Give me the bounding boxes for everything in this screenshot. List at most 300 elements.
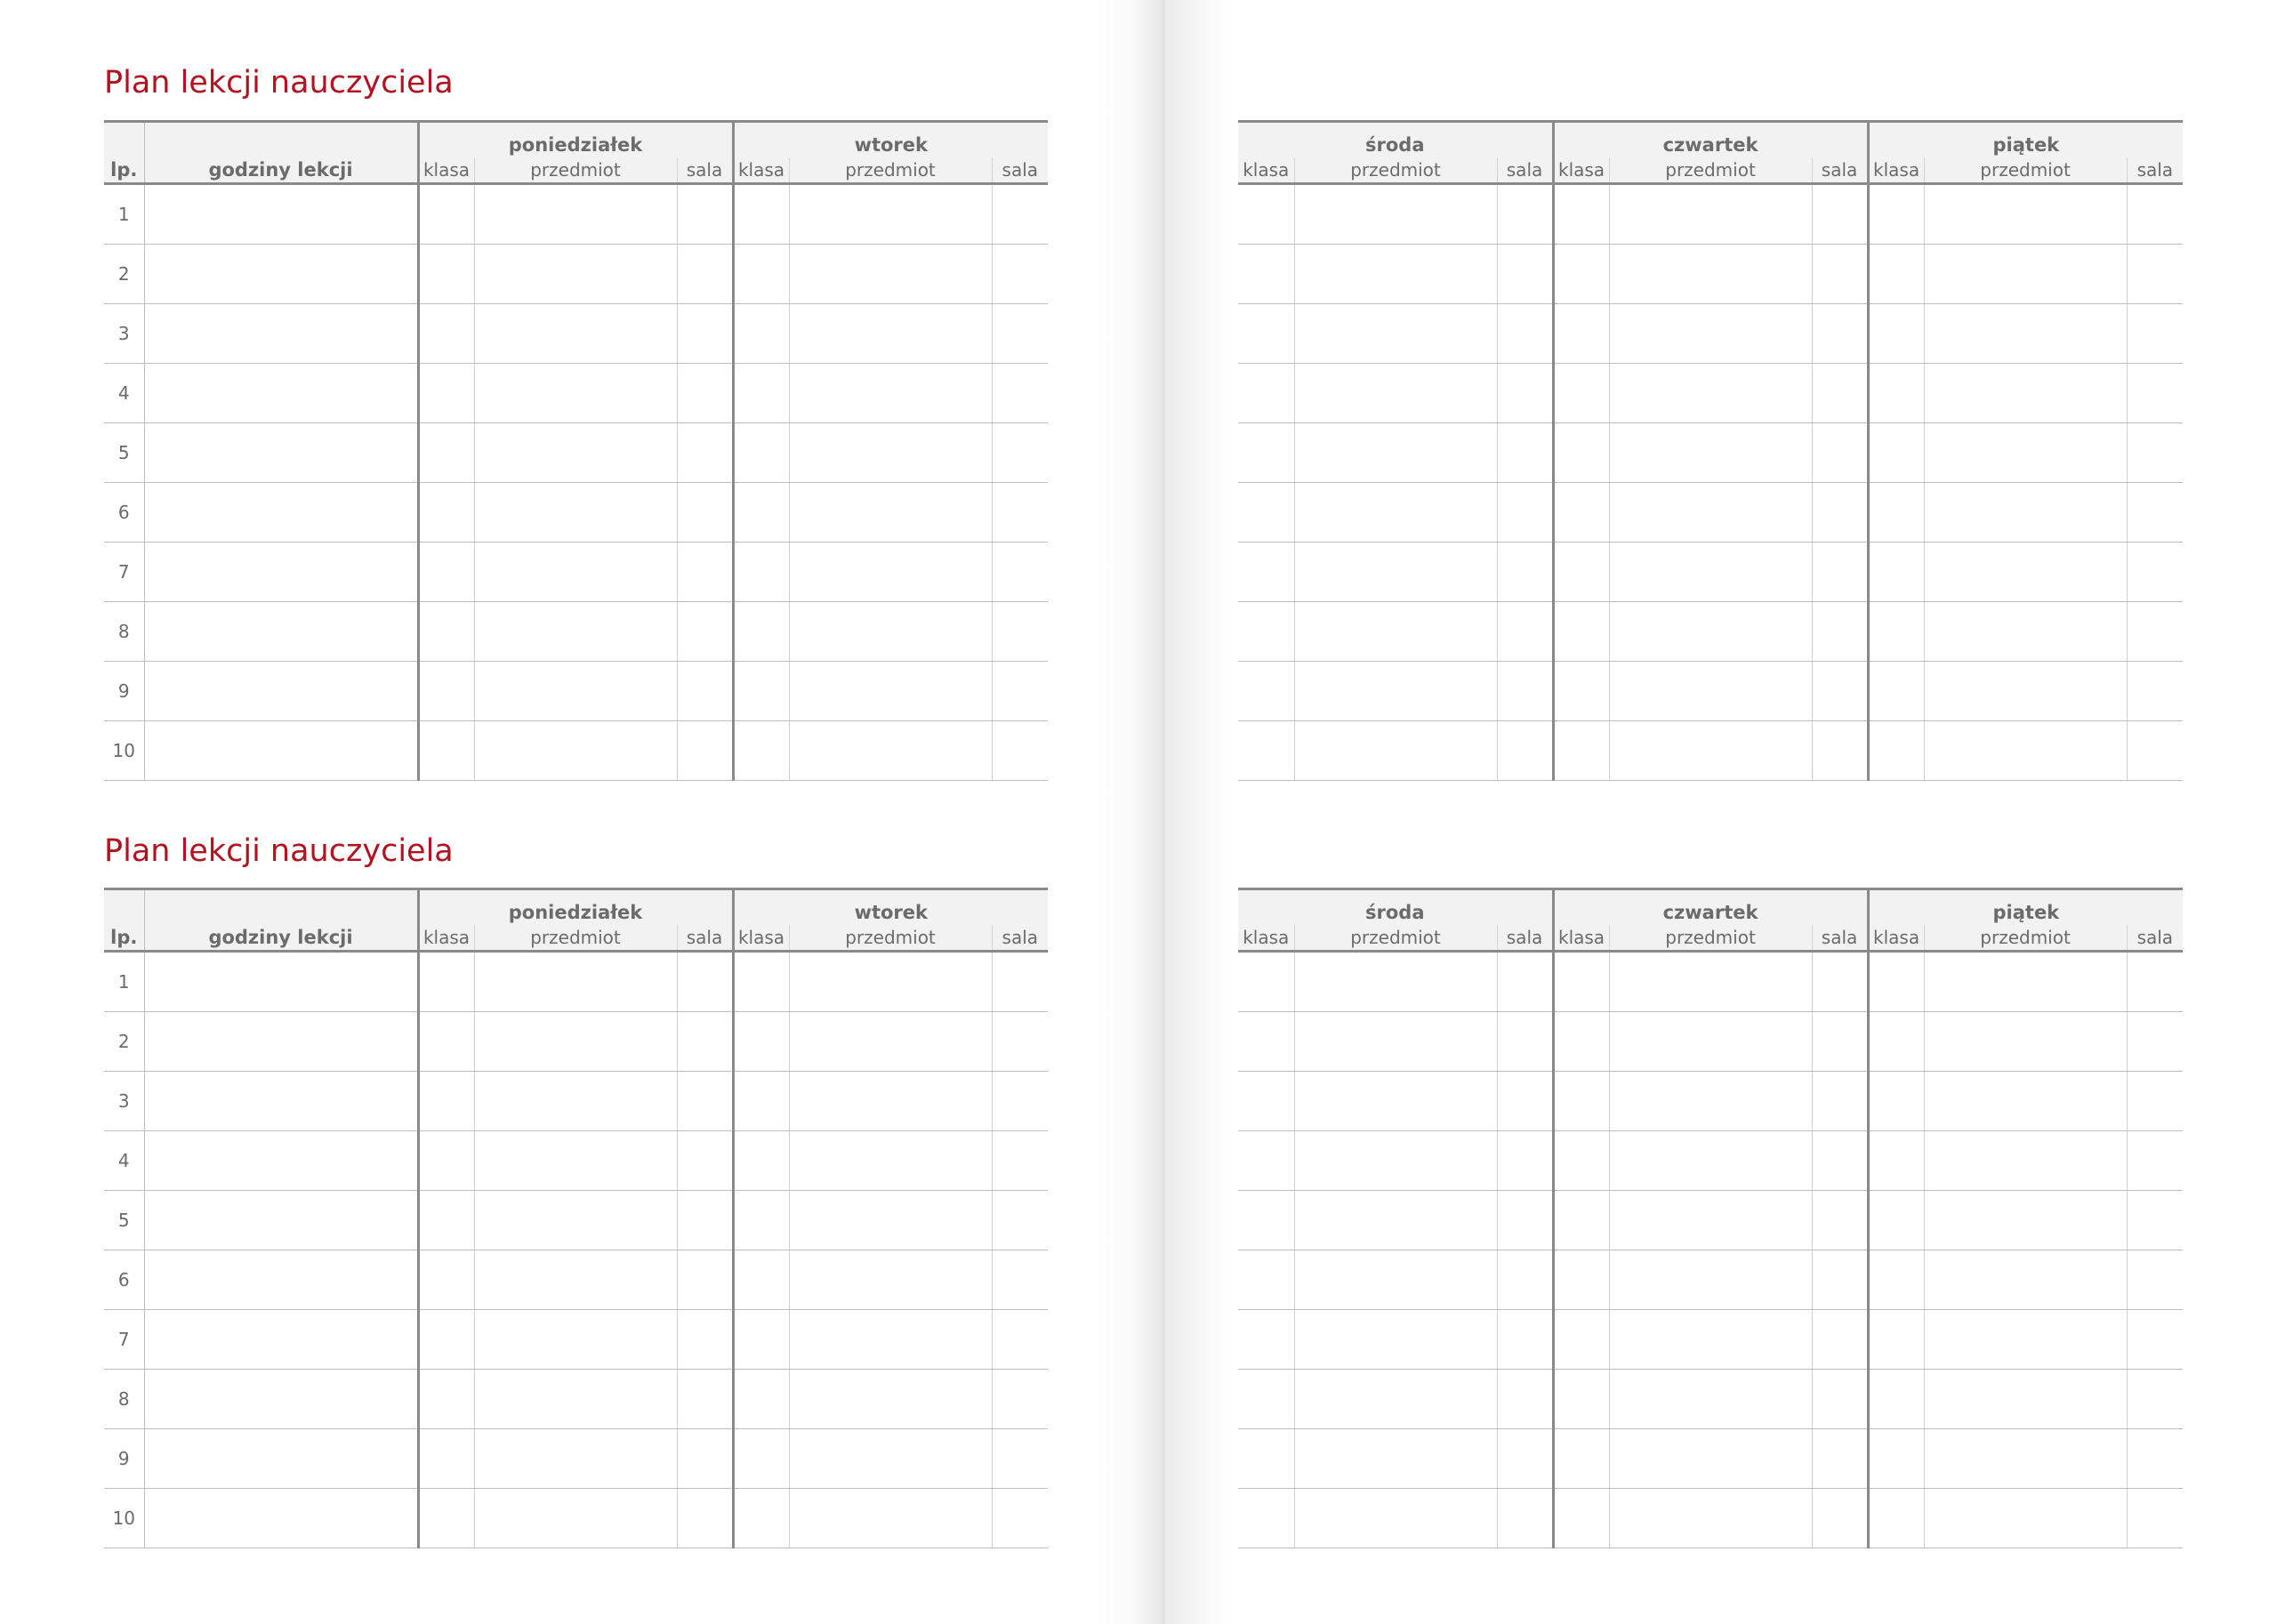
schedule-cell[interactable] [1609,1072,1812,1131]
schedule-cell[interactable] [1924,662,2127,721]
lesson-hours-cell[interactable] [144,662,418,721]
schedule-cell[interactable] [677,662,733,721]
schedule-cell[interactable] [789,721,992,781]
schedule-cell[interactable] [992,483,1048,543]
schedule-cell[interactable] [789,1191,992,1250]
schedule-cell[interactable] [1497,1310,1553,1370]
schedule-cell[interactable] [1609,543,1812,602]
schedule-cell[interactable] [1609,184,1812,245]
schedule-cell[interactable] [1238,1310,1294,1370]
schedule-cell[interactable] [733,721,789,781]
schedule-cell[interactable] [733,1012,789,1072]
lesson-hours-cell[interactable] [144,423,418,483]
schedule-cell[interactable] [789,1012,992,1072]
schedule-cell[interactable] [789,423,992,483]
schedule-cell[interactable] [1924,304,2127,364]
schedule-cell[interactable] [992,1131,1048,1191]
schedule-cell[interactable] [1609,1250,1812,1310]
schedule-cell[interactable] [1294,602,1497,662]
schedule-cell[interactable] [2127,184,2183,245]
schedule-cell[interactable] [1294,483,1497,543]
schedule-cell[interactable] [1812,1310,1868,1370]
schedule-cell[interactable] [2127,364,2183,423]
schedule-cell[interactable] [1553,304,1609,364]
schedule-cell[interactable] [1812,1072,1868,1131]
schedule-cell[interactable] [1812,543,1868,602]
schedule-cell[interactable] [418,952,474,1012]
schedule-cell[interactable] [2127,1310,2183,1370]
schedule-cell[interactable] [1238,1370,1294,1429]
schedule-cell[interactable] [418,1370,474,1429]
schedule-cell[interactable] [677,304,733,364]
schedule-cell[interactable] [1868,952,1924,1012]
lesson-hours-cell[interactable] [144,1429,418,1489]
schedule-cell[interactable] [1609,952,1812,1012]
schedule-cell[interactable] [1924,364,2127,423]
schedule-cell[interactable] [474,184,677,245]
schedule-cell[interactable] [418,602,474,662]
schedule-cell[interactable] [1609,721,1812,781]
schedule-cell[interactable] [1497,423,1553,483]
schedule-cell[interactable] [1238,602,1294,662]
schedule-cell[interactable] [2127,721,2183,781]
schedule-cell[interactable] [418,184,474,245]
schedule-cell[interactable] [733,483,789,543]
lesson-hours-cell[interactable] [144,184,418,245]
schedule-cell[interactable] [1609,1310,1812,1370]
schedule-cell[interactable] [1812,423,1868,483]
schedule-cell[interactable] [677,184,733,245]
schedule-cell[interactable] [418,662,474,721]
lesson-hours-cell[interactable] [144,1012,418,1072]
schedule-cell[interactable] [474,1131,677,1191]
schedule-cell[interactable] [733,423,789,483]
schedule-cell[interactable] [418,304,474,364]
schedule-cell[interactable] [1238,721,1294,781]
schedule-cell[interactable] [1238,184,1294,245]
schedule-cell[interactable] [1812,1191,1868,1250]
schedule-cell[interactable] [1868,1429,1924,1489]
schedule-cell[interactable] [992,1012,1048,1072]
schedule-cell[interactable] [1868,543,1924,602]
lesson-hours-cell[interactable] [144,543,418,602]
schedule-cell[interactable] [1868,1131,1924,1191]
schedule-cell[interactable] [418,364,474,423]
schedule-cell[interactable] [733,1250,789,1310]
schedule-cell[interactable] [474,1370,677,1429]
schedule-cell[interactable] [1497,304,1553,364]
schedule-cell[interactable] [1812,1370,1868,1429]
schedule-cell[interactable] [1553,184,1609,245]
schedule-cell[interactable] [1609,1429,1812,1489]
schedule-cell[interactable] [418,1012,474,1072]
schedule-cell[interactable] [733,1370,789,1429]
schedule-cell[interactable] [1238,1012,1294,1072]
schedule-cell[interactable] [1497,364,1553,423]
schedule-cell[interactable] [789,1310,992,1370]
lesson-hours-cell[interactable] [144,1310,418,1370]
schedule-cell[interactable] [1497,721,1553,781]
schedule-cell[interactable] [677,1072,733,1131]
schedule-cell[interactable] [992,543,1048,602]
schedule-cell[interactable] [474,602,677,662]
lesson-hours-cell[interactable] [144,304,418,364]
schedule-cell[interactable] [1238,423,1294,483]
schedule-cell[interactable] [2127,602,2183,662]
schedule-cell[interactable] [1497,1489,1553,1548]
schedule-cell[interactable] [418,1072,474,1131]
schedule-cell[interactable] [1924,543,2127,602]
schedule-cell[interactable] [992,952,1048,1012]
schedule-cell[interactable] [1238,952,1294,1012]
schedule-cell[interactable] [1553,1489,1609,1548]
schedule-cell[interactable] [1812,1012,1868,1072]
schedule-cell[interactable] [1294,662,1497,721]
schedule-cell[interactable] [1868,1370,1924,1429]
schedule-cell[interactable] [1609,304,1812,364]
schedule-cell[interactable] [2127,245,2183,304]
lesson-hours-cell[interactable] [144,1250,418,1310]
schedule-cell[interactable] [677,364,733,423]
schedule-cell[interactable] [418,721,474,781]
schedule-cell[interactable] [1553,1370,1609,1429]
schedule-cell[interactable] [1294,543,1497,602]
schedule-cell[interactable] [677,721,733,781]
schedule-cell[interactable] [733,184,789,245]
schedule-cell[interactable] [992,1250,1048,1310]
schedule-cell[interactable] [1294,952,1497,1012]
schedule-cell[interactable] [1238,245,1294,304]
schedule-cell[interactable] [1812,1250,1868,1310]
schedule-cell[interactable] [1868,1310,1924,1370]
schedule-cell[interactable] [733,304,789,364]
schedule-cell[interactable] [1497,1131,1553,1191]
schedule-cell[interactable] [1497,245,1553,304]
schedule-cell[interactable] [1924,1489,2127,1548]
schedule-cell[interactable] [1553,483,1609,543]
schedule-cell[interactable] [1812,1429,1868,1489]
schedule-cell[interactable] [1924,1250,2127,1310]
schedule-cell[interactable] [677,1012,733,1072]
schedule-cell[interactable] [418,1191,474,1250]
schedule-cell[interactable] [733,364,789,423]
schedule-cell[interactable] [1924,483,2127,543]
schedule-cell[interactable] [992,1429,1048,1489]
schedule-cell[interactable] [677,952,733,1012]
schedule-cell[interactable] [992,1370,1048,1429]
schedule-cell[interactable] [1868,423,1924,483]
schedule-cell[interactable] [677,423,733,483]
schedule-cell[interactable] [1924,1131,2127,1191]
schedule-cell[interactable] [992,662,1048,721]
schedule-cell[interactable] [1553,602,1609,662]
schedule-cell[interactable] [733,245,789,304]
lesson-hours-cell[interactable] [144,1489,418,1548]
schedule-cell[interactable] [1609,1012,1812,1072]
schedule-cell[interactable] [992,184,1048,245]
schedule-cell[interactable] [1609,1131,1812,1191]
schedule-cell[interactable] [1812,662,1868,721]
schedule-cell[interactable] [1609,662,1812,721]
schedule-cell[interactable] [474,1489,677,1548]
schedule-cell[interactable] [1812,1131,1868,1191]
schedule-cell[interactable] [1553,364,1609,423]
schedule-cell[interactable] [1238,483,1294,543]
schedule-cell[interactable] [789,543,992,602]
schedule-cell[interactable] [789,952,992,1012]
schedule-cell[interactable] [474,483,677,543]
schedule-cell[interactable] [992,602,1048,662]
schedule-cell[interactable] [474,721,677,781]
schedule-cell[interactable] [1868,304,1924,364]
schedule-cell[interactable] [418,423,474,483]
schedule-cell[interactable] [1553,721,1609,781]
schedule-cell[interactable] [1553,1191,1609,1250]
schedule-cell[interactable] [1497,184,1553,245]
schedule-cell[interactable] [474,1072,677,1131]
schedule-cell[interactable] [1238,1489,1294,1548]
schedule-cell[interactable] [1497,1370,1553,1429]
schedule-cell[interactable] [1924,245,2127,304]
schedule-cell[interactable] [2127,543,2183,602]
schedule-cell[interactable] [733,1191,789,1250]
schedule-cell[interactable] [1553,1310,1609,1370]
schedule-cell[interactable] [789,1489,992,1548]
schedule-cell[interactable] [1238,1250,1294,1310]
schedule-cell[interactable] [474,1191,677,1250]
schedule-cell[interactable] [1294,721,1497,781]
schedule-cell[interactable] [1868,483,1924,543]
schedule-cell[interactable] [1812,245,1868,304]
schedule-cell[interactable] [677,1250,733,1310]
schedule-cell[interactable] [1497,543,1553,602]
schedule-cell[interactable] [677,483,733,543]
schedule-cell[interactable] [1294,1370,1497,1429]
schedule-cell[interactable] [474,304,677,364]
schedule-cell[interactable] [1497,1072,1553,1131]
schedule-cell[interactable] [1924,1012,2127,1072]
schedule-cell[interactable] [1924,721,2127,781]
schedule-cell[interactable] [1609,1489,1812,1548]
schedule-cell[interactable] [1812,1489,1868,1548]
schedule-cell[interactable] [1238,304,1294,364]
schedule-cell[interactable] [789,184,992,245]
schedule-cell[interactable] [418,1489,474,1548]
schedule-cell[interactable] [1294,1131,1497,1191]
schedule-cell[interactable] [733,1310,789,1370]
schedule-cell[interactable] [2127,483,2183,543]
schedule-cell[interactable] [1553,245,1609,304]
schedule-cell[interactable] [1868,1489,1924,1548]
schedule-cell[interactable] [1812,483,1868,543]
schedule-cell[interactable] [1238,543,1294,602]
schedule-cell[interactable] [1812,364,1868,423]
lesson-hours-cell[interactable] [144,602,418,662]
schedule-cell[interactable] [733,1072,789,1131]
schedule-cell[interactable] [733,1429,789,1489]
schedule-cell[interactable] [789,245,992,304]
schedule-cell[interactable] [2127,1072,2183,1131]
schedule-cell[interactable] [992,364,1048,423]
schedule-cell[interactable] [733,952,789,1012]
schedule-cell[interactable] [2127,1429,2183,1489]
schedule-cell[interactable] [1294,1310,1497,1370]
schedule-cell[interactable] [992,423,1048,483]
schedule-cell[interactable] [733,1131,789,1191]
schedule-cell[interactable] [474,952,677,1012]
schedule-cell[interactable] [474,662,677,721]
schedule-cell[interactable] [677,1191,733,1250]
schedule-cell[interactable] [1609,483,1812,543]
lesson-hours-cell[interactable] [144,1370,418,1429]
schedule-cell[interactable] [733,602,789,662]
schedule-cell[interactable] [474,1310,677,1370]
schedule-cell[interactable] [2127,423,2183,483]
schedule-cell[interactable] [2127,662,2183,721]
schedule-cell[interactable] [1924,1429,2127,1489]
lesson-hours-cell[interactable] [144,1072,418,1131]
schedule-cell[interactable] [1294,1489,1497,1548]
schedule-cell[interactable] [1868,364,1924,423]
schedule-cell[interactable] [1497,662,1553,721]
schedule-cell[interactable] [1868,721,1924,781]
lesson-hours-cell[interactable] [144,721,418,781]
schedule-cell[interactable] [1924,1370,2127,1429]
schedule-cell[interactable] [2127,1370,2183,1429]
schedule-cell[interactable] [1294,304,1497,364]
schedule-cell[interactable] [2127,1191,2183,1250]
schedule-cell[interactable] [677,1489,733,1548]
schedule-cell[interactable] [1497,1429,1553,1489]
schedule-cell[interactable] [1868,1012,1924,1072]
schedule-cell[interactable] [992,1310,1048,1370]
schedule-cell[interactable] [1238,1429,1294,1489]
schedule-cell[interactable] [1868,1191,1924,1250]
schedule-cell[interactable] [1609,602,1812,662]
schedule-cell[interactable] [677,602,733,662]
schedule-cell[interactable] [474,1250,677,1310]
schedule-cell[interactable] [418,543,474,602]
lesson-hours-cell[interactable] [144,483,418,543]
schedule-cell[interactable] [1238,1072,1294,1131]
schedule-cell[interactable] [677,1131,733,1191]
schedule-cell[interactable] [1294,184,1497,245]
schedule-cell[interactable] [418,483,474,543]
schedule-cell[interactable] [1609,1370,1812,1429]
schedule-cell[interactable] [2127,1131,2183,1191]
lesson-hours-cell[interactable] [144,952,418,1012]
schedule-cell[interactable] [1924,1191,2127,1250]
schedule-cell[interactable] [1868,1250,1924,1310]
schedule-cell[interactable] [789,304,992,364]
schedule-cell[interactable] [2127,1489,2183,1548]
schedule-cell[interactable] [1553,543,1609,602]
schedule-cell[interactable] [1924,423,2127,483]
schedule-cell[interactable] [733,543,789,602]
schedule-cell[interactable] [1553,1072,1609,1131]
schedule-cell[interactable] [1812,184,1868,245]
schedule-cell[interactable] [992,1191,1048,1250]
schedule-cell[interactable] [474,1429,677,1489]
schedule-cell[interactable] [1924,602,2127,662]
schedule-cell[interactable] [1294,1250,1497,1310]
schedule-cell[interactable] [474,543,677,602]
schedule-cell[interactable] [1812,304,1868,364]
schedule-cell[interactable] [1294,1072,1497,1131]
schedule-cell[interactable] [474,1012,677,1072]
schedule-cell[interactable] [789,1131,992,1191]
schedule-cell[interactable] [1497,1250,1553,1310]
schedule-cell[interactable] [1812,952,1868,1012]
schedule-cell[interactable] [1497,1191,1553,1250]
schedule-cell[interactable] [1497,1012,1553,1072]
schedule-cell[interactable] [677,1310,733,1370]
schedule-cell[interactable] [2127,1012,2183,1072]
schedule-cell[interactable] [1924,184,2127,245]
schedule-cell[interactable] [1924,1072,2127,1131]
schedule-cell[interactable] [1553,1131,1609,1191]
schedule-cell[interactable] [677,245,733,304]
schedule-cell[interactable] [1812,721,1868,781]
schedule-cell[interactable] [1294,1191,1497,1250]
schedule-cell[interactable] [1294,364,1497,423]
schedule-cell[interactable] [418,1429,474,1489]
schedule-cell[interactable] [789,1250,992,1310]
schedule-cell[interactable] [1497,483,1553,543]
schedule-cell[interactable] [1868,662,1924,721]
schedule-cell[interactable] [1868,245,1924,304]
schedule-cell[interactable] [1609,423,1812,483]
schedule-cell[interactable] [418,1131,474,1191]
schedule-cell[interactable] [789,602,992,662]
schedule-cell[interactable] [733,1489,789,1548]
schedule-cell[interactable] [1238,1131,1294,1191]
schedule-cell[interactable] [1238,364,1294,423]
schedule-cell[interactable] [1553,1012,1609,1072]
schedule-cell[interactable] [1238,1191,1294,1250]
schedule-cell[interactable] [733,662,789,721]
schedule-cell[interactable] [1609,245,1812,304]
schedule-cell[interactable] [1868,602,1924,662]
schedule-cell[interactable] [992,1072,1048,1131]
schedule-cell[interactable] [1238,662,1294,721]
schedule-cell[interactable] [1812,602,1868,662]
schedule-cell[interactable] [677,1370,733,1429]
schedule-cell[interactable] [1924,1310,2127,1370]
schedule-cell[interactable] [418,245,474,304]
schedule-cell[interactable] [789,364,992,423]
schedule-cell[interactable] [789,483,992,543]
lesson-hours-cell[interactable] [144,364,418,423]
schedule-cell[interactable] [1294,1012,1497,1072]
schedule-cell[interactable] [789,1429,992,1489]
schedule-cell[interactable] [1609,1191,1812,1250]
schedule-cell[interactable] [992,1489,1048,1548]
lesson-hours-cell[interactable] [144,245,418,304]
schedule-cell[interactable] [474,245,677,304]
schedule-cell[interactable] [474,364,677,423]
schedule-cell[interactable] [789,1370,992,1429]
schedule-cell[interactable] [1553,662,1609,721]
schedule-cell[interactable] [1294,245,1497,304]
schedule-cell[interactable] [474,423,677,483]
schedule-cell[interactable] [1553,1250,1609,1310]
schedule-cell[interactable] [2127,952,2183,1012]
schedule-cell[interactable] [677,543,733,602]
schedule-cell[interactable] [418,1310,474,1370]
schedule-cell[interactable] [1497,952,1553,1012]
schedule-cell[interactable] [1497,602,1553,662]
